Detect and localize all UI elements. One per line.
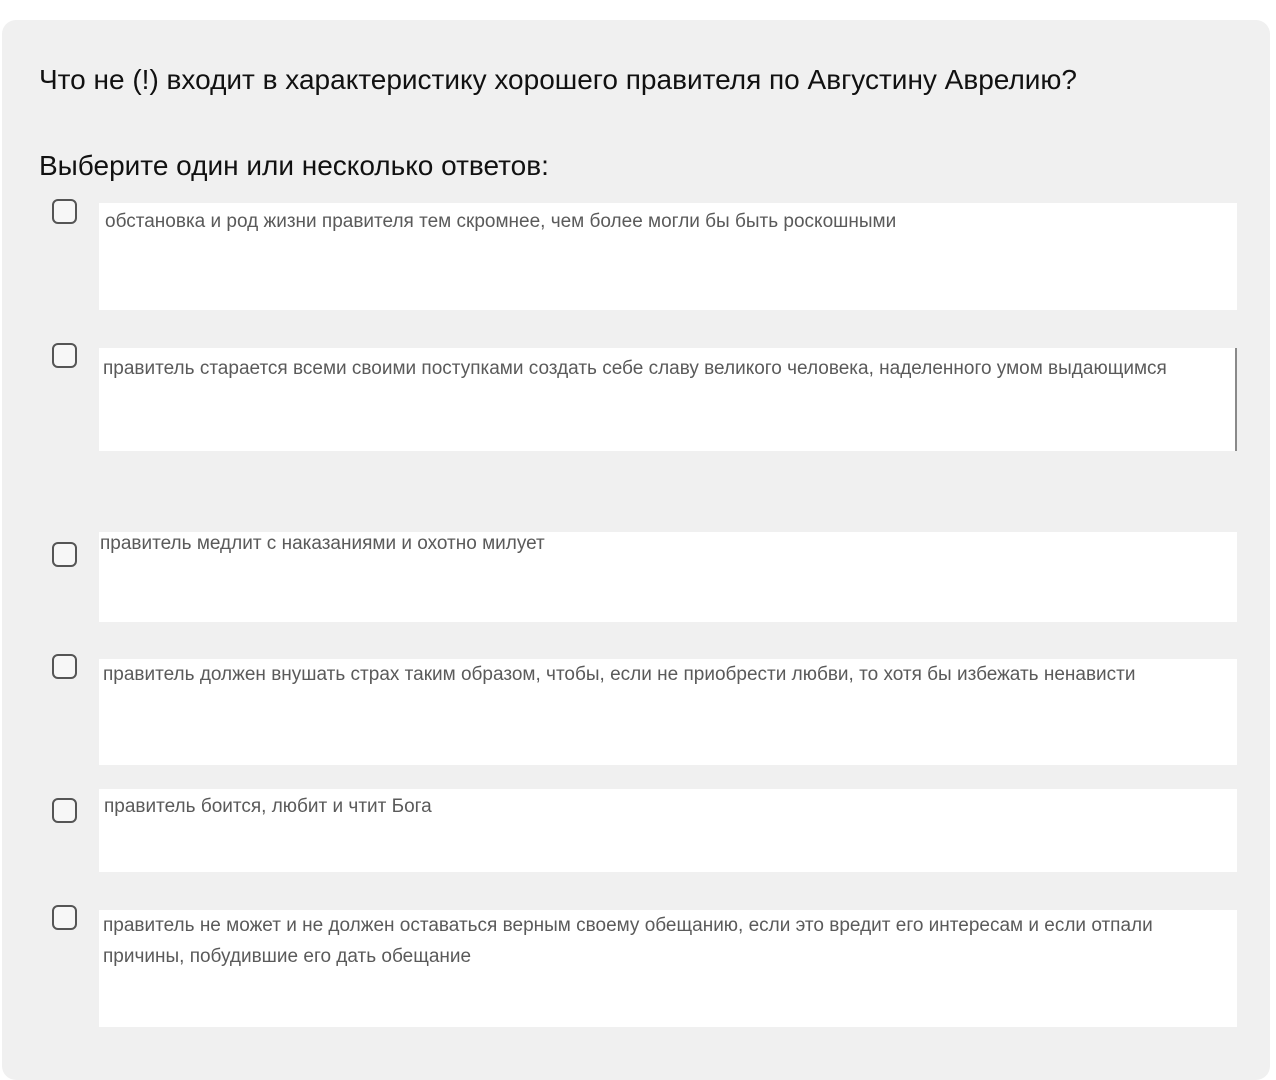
answer-text: правитель боится, любит и чтит Бога [104, 796, 432, 817]
answer-textarea[interactable] [99, 348, 1237, 451]
answer-textarea[interactable] [99, 789, 1237, 872]
answer-instruction: Выберите один или несколько ответов: [39, 150, 549, 181]
question-text: Что не (!) входит в характеристику хорошего правителя по Августину Аврелию? [39, 64, 1077, 95]
answer-checkbox[interactable] [52, 199, 77, 224]
answer-textarea[interactable] [99, 203, 1237, 310]
answer-checkbox[interactable] [52, 542, 77, 567]
answer-checkbox[interactable] [52, 654, 77, 679]
answer-checkbox[interactable] [52, 905, 77, 930]
answer-text: правитель не может и не должен оставаться верным своему обещанию, если это вредит его интересам и если отпали причины, побудившие его дать обещание [103, 915, 1153, 967]
answer-textarea[interactable] [99, 910, 1237, 1027]
question-card [2, 20, 1270, 1080]
answer-textarea[interactable] [99, 659, 1237, 765]
answer-text: обстановка и род жизни правителя тем скромнее, чем более могли бы быть роскошными [105, 211, 897, 232]
answer-text: правитель медлит с наказаниями и охотно милует [100, 533, 545, 554]
answer-text: правитель должен внушать страх таким образом, чтобы, если не приобрести любви, то хотя бы избежать ненависти [103, 664, 1136, 685]
answer-checkbox[interactable] [52, 798, 77, 823]
answer-checkbox[interactable] [52, 343, 77, 368]
answer-textarea[interactable] [99, 532, 1237, 622]
answer-text: правитель старается всеми своими поступками создать себе славу великого человека, наделенного умом выдающимся [103, 358, 1167, 379]
